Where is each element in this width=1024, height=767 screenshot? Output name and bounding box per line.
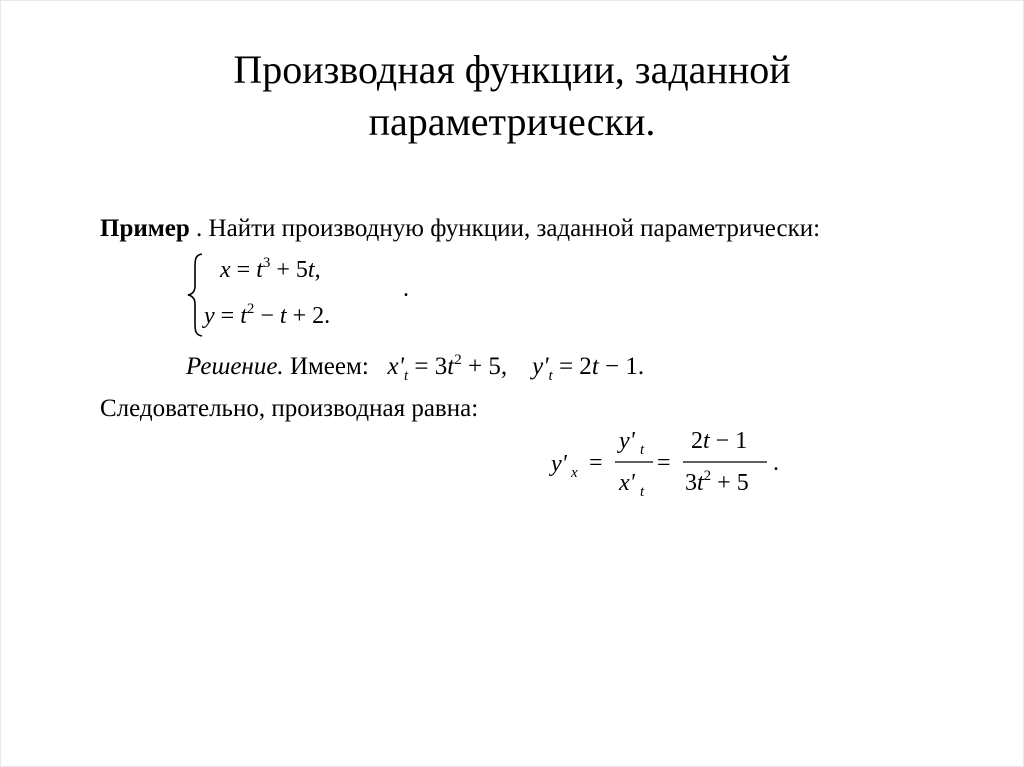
frac2-numerator: 2t − 1	[691, 428, 748, 454]
example-label: Пример	[100, 215, 190, 242]
x-derivative: $x'_t = 3t^2 + 5$,	[387, 352, 508, 384]
formula-period: .	[773, 450, 779, 476]
lhs-y-prime: y'	[551, 451, 567, 477]
frac1-den-sub: t	[640, 484, 645, 500]
left-brace-icon	[186, 252, 206, 338]
frac1-num-sub: t	[640, 442, 645, 458]
frac1-numerator: y'	[619, 428, 635, 454]
example-statement	[100, 214, 820, 244]
equation-x: $x = t^3 + 5t$,	[220, 255, 321, 283]
equals-1: =	[589, 450, 603, 476]
consequently-text: Следовательно, производная равна:	[100, 395, 479, 422]
equals-2: =	[657, 450, 671, 476]
page-title	[0, 44, 1024, 148]
title-line-2: параметрически.	[368, 99, 656, 144]
parametric-system	[186, 252, 426, 338]
lhs-sub-x: x	[571, 465, 578, 481]
derivative-formula	[549, 426, 789, 502]
solution-line	[186, 352, 644, 382]
example-text: . Найти производную функции, заданной параметрически:	[189, 215, 821, 242]
system-dot: .	[403, 276, 409, 302]
frac1-denominator: x'	[619, 470, 635, 496]
frac2-denominator: $3t^2 + 5$	[685, 468, 749, 496]
y-derivative: $y'_t = 2t - 1$.	[532, 353, 645, 384]
equation-y: $y = t^2 - t + 2$.	[204, 301, 331, 329]
solution-text: Имеем:	[283, 353, 369, 380]
solution-label: Решение.	[186, 353, 284, 380]
title-line-1: Производная функции, заданной	[233, 47, 791, 92]
